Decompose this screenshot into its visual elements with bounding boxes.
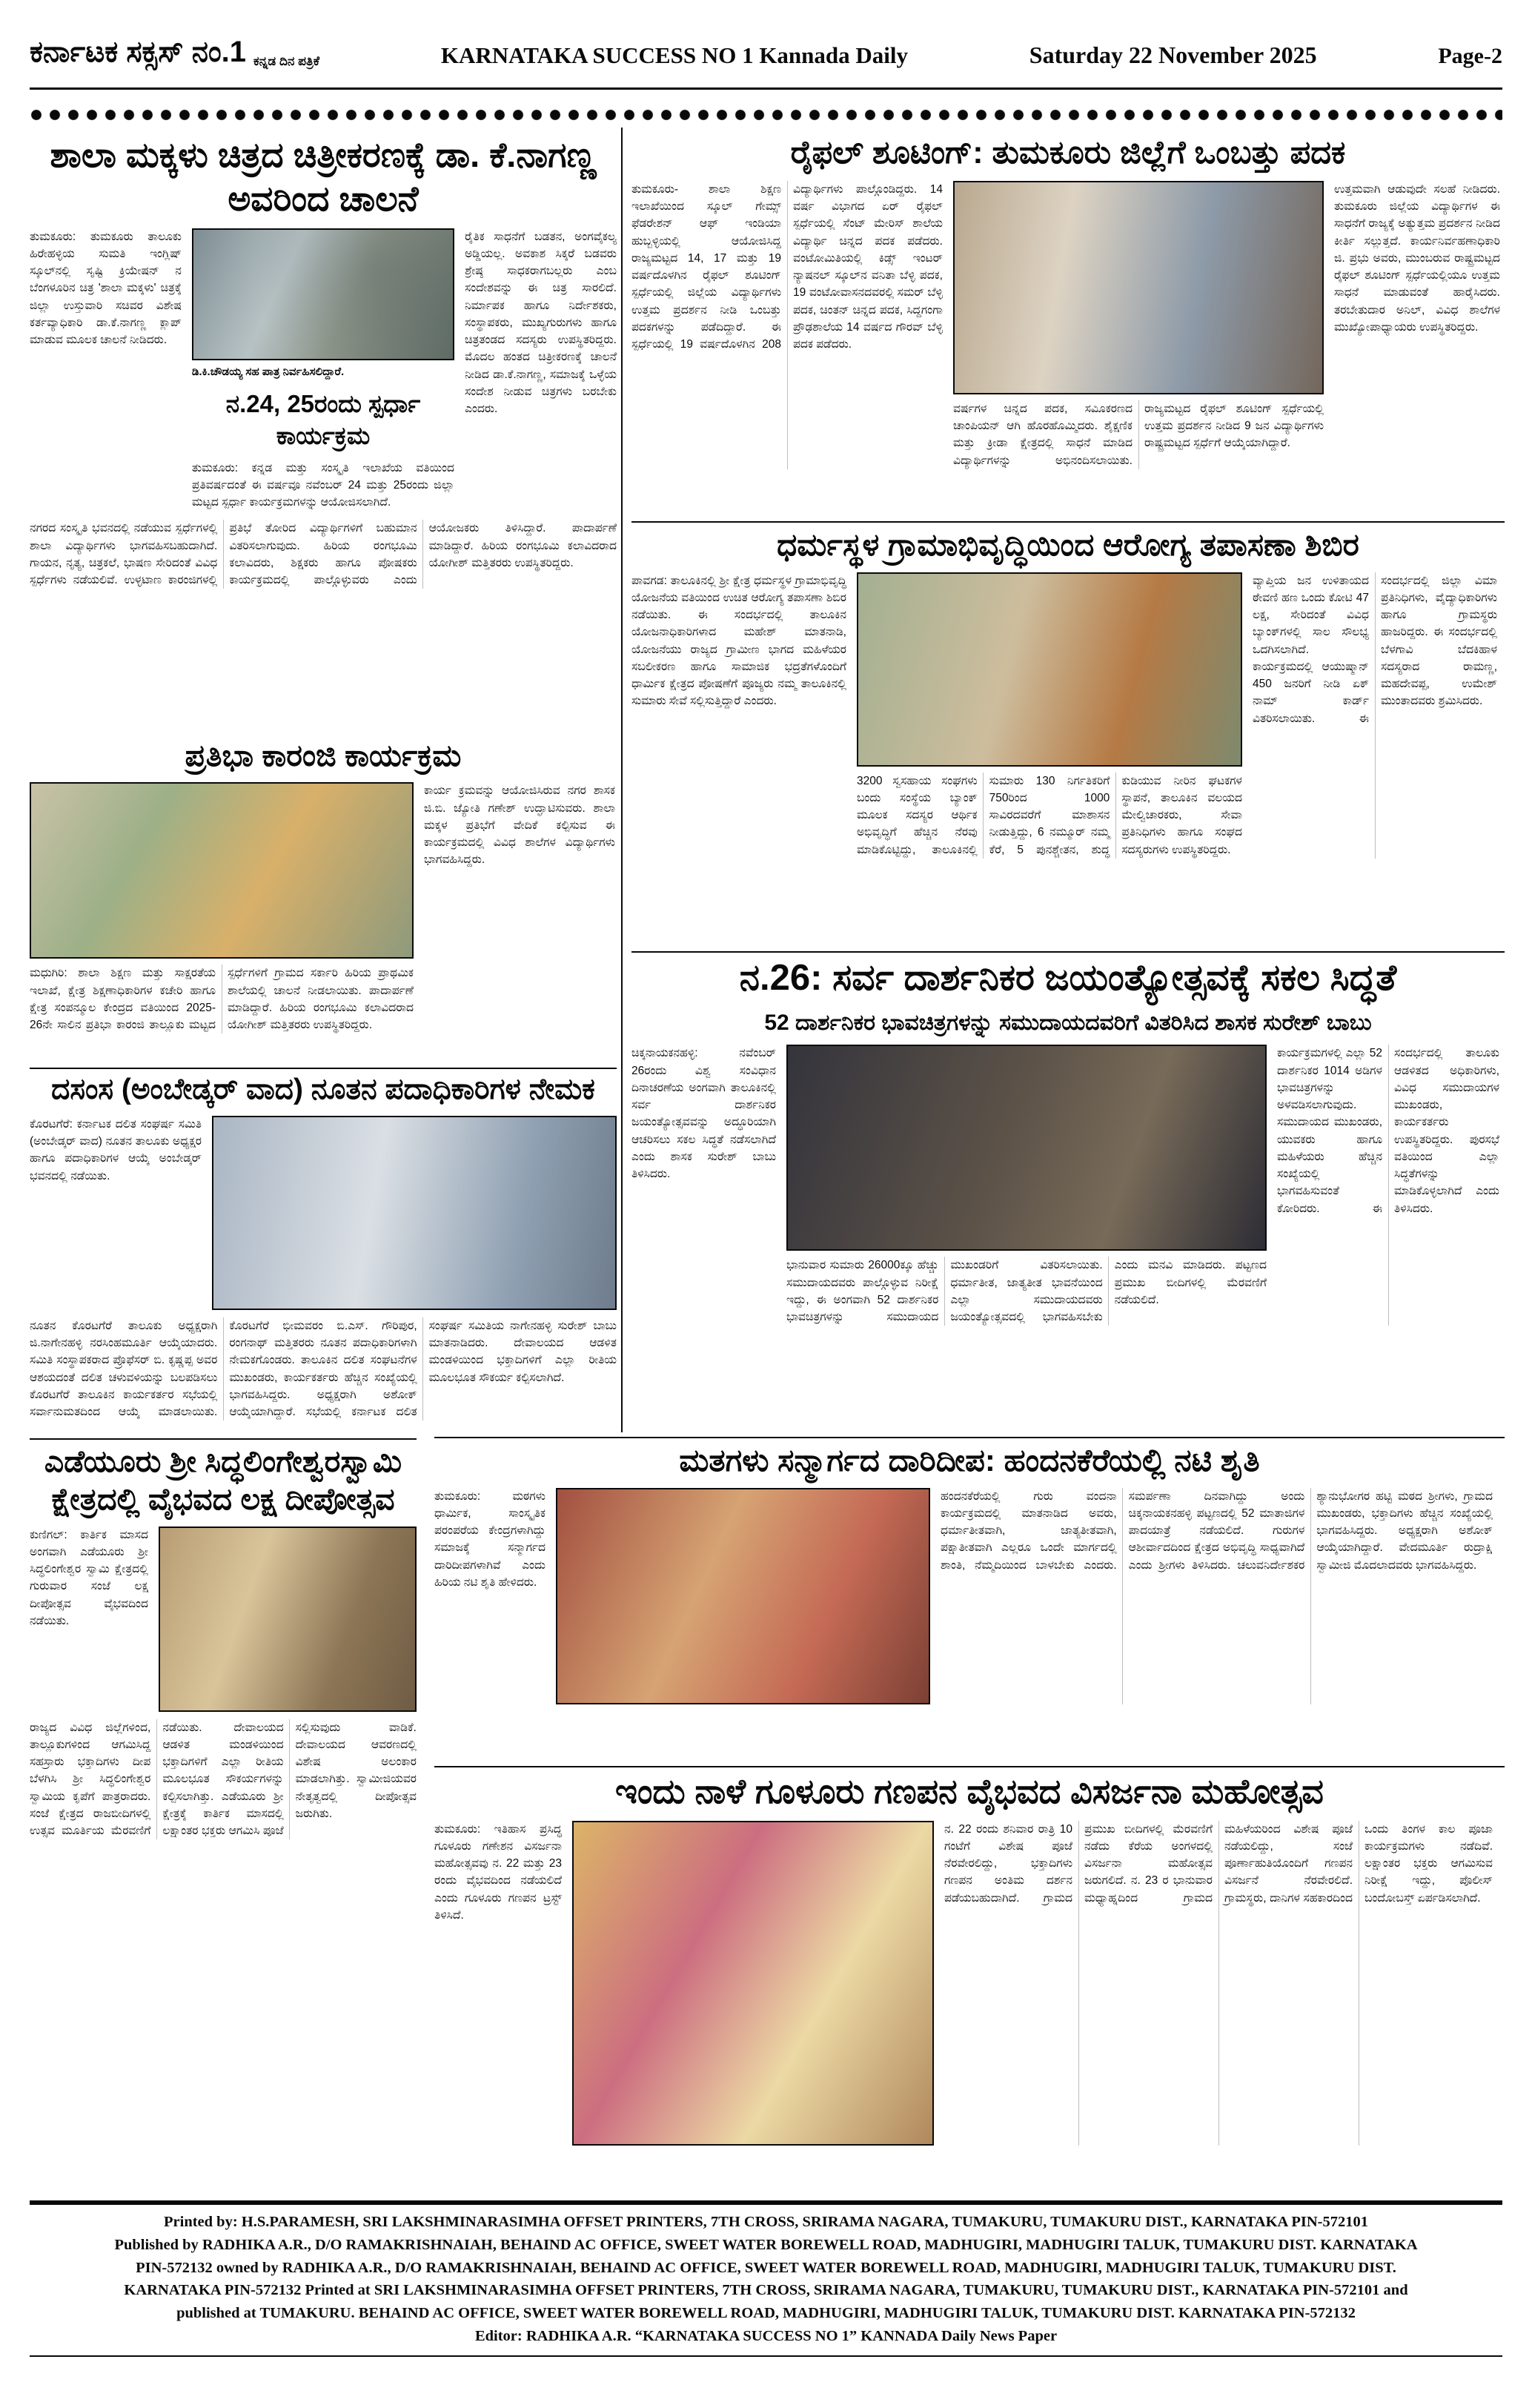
article-headline: ಧರ್ಮಸ್ಥಳ ಗ್ರಾಮಾಭಿವೃದ್ಧಿಯಿಂದ ಆರೋಗ್ಯ ತಪಾಸಣಾ ಶಿಬಿರ xyxy=(777,527,1359,562)
imprint-editor-line: Editor: RADHIKA A.R. “KARNATAKA SUCCESS NO 1” KANNADA Daily News Paper xyxy=(474,2327,1058,2344)
page-number: Page-2 xyxy=(1438,44,1502,68)
issue-date: Saturday 22 November 2025 xyxy=(1029,42,1317,68)
paper-kannada-title: ಕರ್ನಾಟಕ ಸಕ್ಸಸ್ ನಂ.1 xyxy=(30,36,247,68)
paper-kannada-subtitle: ಕನ್ನಡ ದಿನ ಪತ್ರಿಕೆ xyxy=(253,54,320,68)
dotted-divider xyxy=(30,108,1502,122)
column-divider xyxy=(621,128,623,1432)
article-gooluru-ganapa xyxy=(434,1766,1505,2196)
photo-caption: ಡಿ.ಕಿ.ಚೌಡಯ್ಯ ಸಹ ಪಾತ್ರ ನಿರ್ವಹಿಸಲಿದ್ದಾರೆ. xyxy=(191,365,345,378)
article-column: ಕಾರ್ಯ ಕ್ರಮವನ್ನು ಆಯೋಜಿಸಿರುವ ನಗರ ಶಾಸಕ ಜಿ.ಬಿ. ಜ್ಯೋತಿ ಗಣೇಶ್ ಉದ್ಘಾಟಿಸುವರು. ಶಾಲಾ ಮಕ್ಕಳ ಪ್ರತಿಭೆಗೆ ವೇದಿಕೆ ಕಲ್ಪಿಸುವ ಈ ಕಾರ್ಯಕ್ರಮದಲ್ಲಿ ವಿವಿಧ ಶಾಲೆಗಳ ವಿದ್ಯಾರ್ಥಿಗಳು ಭಾಗವಹಿಸಿದ್ದರು. xyxy=(424,784,615,867)
article-pratibha-karanji xyxy=(30,734,617,1066)
article-photo xyxy=(572,1821,934,2146)
article-nati-shruthi xyxy=(434,1437,1505,1766)
article-column: ತುಮಕೂರು: ತುಮಕೂರು ತಾಲೂಕು ಹಿರೇಹಳ್ಳಿಯ ಸುಮತಿ ಇಂಗ್ಲಿಷ್ ಸ್ಕೂಲ್‌ನಲ್ಲಿ ಸೃಷ್ಟಿ ಕ್ರಿಯೇಷನ್ ನ ಬೆಂಗಳೂರಿನ ಚಿತ್ರ 'ಶಾಲಾ ಮಕ್ಕಳು' ಚಿತ್ರಕ್ಕೆ ಜಿಲ್ಲಾ ಉಸ್ತುವಾರಿ ಸಚಿವರ ವಿಶೇಷ ಕರ್ತವ್ಯಾಧಿಕಾರಿ ಡಾ.ಕೆ.ನಾಗಣ್ಣ ಕ್ಲಾಪ್ ಮಾಡುವ ಮೂಲಕ ಚಾಲನೆ ನೀಡಿದರು. xyxy=(30,230,182,346)
imprint-line: Printed by: H.S.PARAMESH, SRI LAKSHMINARASIMHA OFFSET PRINTERS, 7TH CROSS, SRIRAMA NAGARA, TUMAKURU, TUMAKURU DIST., KARNATAKA PIN-572101 xyxy=(164,2214,1368,2230)
article-column: ತುಮಕೂರು: ಮಠಗಳು ಧಾರ್ಮಿಕ, ಸಾಂಸ್ಕೃತಿಕ ಪರಂಪರೆಯ ಕೇಂದ್ರಗಳಾಗಿದ್ದು ಸಮಾಜಕ್ಕೆ ಸನ್ಮಾರ್ಗದ ದಾರಿದೀಪಗಳಾಗಿವೆ ಎಂದು ಹಿರಿಯ ನಟಿ ಶೃತಿ ಹೇಳಿದರು. xyxy=(434,1489,546,1589)
article-photo xyxy=(556,1488,930,1704)
article-headline: ಪ್ರತಿಭಾ ಕಾರಂಜಿ ಕಾರ್ಯಕ್ರಮ xyxy=(185,738,462,773)
article-subheadline: ನ.24, 25ರಂದು ಸ್ಪರ್ಧಾ ಕಾರ್ಯಕ್ರಮ xyxy=(225,389,421,449)
article-photo xyxy=(212,1116,617,1310)
article-column: ಚಿಕ್ಕನಾಯಕನಹಳ್ಳಿ: ನವೆಂಬರ್ 26ರಂದು ವಿಶ್ವ ಸಂವಿಧಾನ ದಿನಾಚರಣೆಯ ಅಂಗವಾಗಿ ತಾಲೂಕಿನಲ್ಲಿ ಸರ್ವ ದಾರ್ಶನಿಕರ ಜಯಂತ್ಯೋತ್ಸವವನ್ನು ಅದ್ಧೂರಿಯಾಗಿ ಆಚರಿಸಲು ಸಕಲ ಸಿದ್ಧತೆ ನಡೆಸಲಾಗಿದೆ ಎಂದು ಶಾಸಕ ಸುರೇಶ್ ಬಾಬು ತಿಳಿಸಿದರು. xyxy=(631,1047,776,1180)
paper-english-title: KARNATAKA SUCCESS NO 1 Kannada Daily xyxy=(440,42,909,68)
article-column: ರೈತಿಕ ಸಾಧನೆಗೆ ಬಡತನ, ಅಂಗವೈಕಲ್ಯ ಅಡ್ಡಿಯಲ್ಲ. ಅವಕಾಶ ಸಿಕ್ಕರೆ ಬಡವರು ಶ್ರೇಷ್ಠ ಸಾಧಕರಾಗಬಲ್ಲರು ಎಂಬ ಸಂದೇಶವನ್ನು ಈ ಚಿತ್ರ ಸಾರಲಿದೆ. ನಿರ್ಮಾಪಕ ಹಾಗೂ ನಿರ್ದೇಶಕರು, ಸಂಸ್ಥಾಪಕರು, ಮುಖ್ಯಗುರುಗಳು ಹಾಗೂ ಚಿತ್ರತಂಡದ ಸದಸ್ಯರು ಉಪಸ್ಥಿತರಿದ್ದರು. ಮೊದಲ ಹಂತದ ಚಿತ್ರೀಕರಣಕ್ಕೆ ಚಾಲನೆ ನೀಡಿದ ಡಾ.ಕೆ.ನಾಗಣ್ಣ, ಸಮಾಜಕ್ಕೆ ಒಳ್ಳೆಯ ಸಂದೇಶ ನೀಡುವ ಚಿತ್ರಗಳು ಬರಬೇಕು ಎಂದರು. xyxy=(465,230,617,415)
article-headline: ಎಡೆಯೂರು ಶ್ರೀ ಸಿದ್ಧಲಿಂಗೇಶ್ವರಸ್ವಾಮಿ ಕ್ಷೇತ್ರದಲ್ಲಿ ವೈಭವದ ಲಕ್ಷ ದೀಪೋತ್ಸವ xyxy=(44,1444,402,1517)
article-column: ಉತ್ತಮವಾಗಿ ಆಡುವುದೇ ಸಲಹೆ ನೀಡಿದರು. ತುಮಕೂರು ಜಿಲ್ಲೆಯ ವಿದ್ಯಾರ್ಥಿಗಳ ಈ ಸಾಧನೆಗೆ ರಾಜ್ಯಕ್ಕೆ ಅತ್ಯುತ್ತಮ ಪ್ರದರ್ಶನ ನೀಡಿದ ಕೀರ್ತಿ ಸಲ್ಲುತ್ತದೆ. ಕಾರ್ಯನಿರ್ವಹಣಾಧಿಕಾರಿ ಜಿ. ಪ್ರಭು ಅವರು, ಮುಂಬರುವ ರಾಷ್ಟ್ರಮಟ್ಟದ ರೈಫಲ್ ಶೂಟಿಂಗ್ ಸ್ಪರ್ಧೆಯಲ್ಲಿಯೂ ಉತ್ತಮ ಸಾಧನೆ ಮಾಡುವಂತೆ ಹಾರೈಸಿದರು. ತರಬೇತುದಾರ ಅನಿಲ್, ವಿವಿಧ ಶಾಲೆಗಳ ಮುಖ್ಯೋಪಾಧ್ಯಾಯರು ಉಪಸ್ಥಿತರಿದ್ದರು. xyxy=(1334,182,1500,334)
article-column: ನ. 22 ರಂದು ಶನಿವಾರ ರಾತ್ರಿ 10 ಗಂಟೆಗೆ ವಿಶೇಷ ಪೂಜೆ ನೆರವೇರಲಿದ್ದು, ಭಕ್ತಾದಿಗಳು ಗಣಪನ ಅಂತಿಮ ದರ್ಶನ ಪಡೆಯಬಹುದಾಗಿದೆ. ಗ್ರಾಮದ ಪ್ರಮುಖ ಬೀದಿಗಳಲ್ಲಿ ಮೆರವಣಿಗೆ ನಡೆದು ಕೆರೆಯ ಅಂಗಳದಲ್ಲಿ ವಿಸರ್ಜನಾ ಮಹೋತ್ಸವ ಜರುಗಲಿದೆ. ನ. 23 ರ ಭಾನುವಾರ ಮಧ್ಯಾಹ್ನದಿಂದ ಗ್ರಾಮದ ಮಹಿಳೆಯರಿಂದ ವಿಶೇಷ ಪೂಜೆ ನಡೆಯಲಿದ್ದು, ಸಂಜೆ ಪೂರ್ಣಾಹುತಿಯೊಂದಿಗೆ ಗಣಪನ ವಿಸರ್ಜನೆ ನೆರವೇರಲಿದೆ. ಗ್ರಾಮಸ್ಥರು, ದಾನಿಗಳ ಸಹಕಾರದಿಂದ ಒಂದು ತಿಂಗಳ ಕಾಲ ಪೂಜಾ ಕಾರ್ಯಕ್ರಮಗಳು ನಡೆದಿವೆ. ಲಕ್ಷಾಂತರ ಭಕ್ತರು ಆಗಮಿಸುವ ನಿರೀಕ್ಷೆ ಇದ್ದು, ಪೊಲೀಸ್ ಬಂದೋಬಸ್ತ್ ಏರ್ಪಡಿಸಲಾಗಿದೆ. xyxy=(944,1822,1493,1905)
article-photo xyxy=(192,228,454,360)
article-body: ನೂತನ ಕೊರಟಗೆರೆ ತಾಲೂಕು ಅಧ್ಯಕ್ಷರಾಗಿ ಜಿ.ನಾಗೇನಹಳ್ಳಿ ನರಸಿಂಹಮೂರ್ತಿ ಆಯ್ಕೆಯಾದರು. ಸಮಿತಿ ಸಂಸ್ಥಾಪಕರಾದ ಪ್ರೊಫೆಸರ್ ಬಿ. ಕೃಷ್ಣಪ್ಪ ಅವರ ಆಶಯದಂತೆ ದಲಿತ ಚಳುವಳಿಯನ್ನು ಬಲಪಡಿಸಲು ಕೊರಟಗೆರೆ ತಾಲೂಕಿನ ಕಾರ್ಯಕರ್ತರ ಸಭೆಯಲ್ಲಿ ಸರ್ವಾನುಮತದಿಂದ ಆಯ್ಕೆ ಮಾಡಲಾಯಿತು. ಕೊರಟಗೆರೆ ಭೀಮವರಂ ಬಿ.ಎಸ್. ಗೌರಿಪುರ, ರಂಗನಾಥ್ ಮತ್ತಿತರರು ನೂತನ ಪದಾಧಿಕಾರಿಗಳಾಗಿ ನೇಮಕಗೊಂಡರು. ತಾಲೂಕಿನ ದಲಿತ ಸಂಘಟನೆಗಳ ಮುಖಂಡರು, ಕಾರ್ಯಕರ್ತರು ಹೆಚ್ಚಿನ ಸಂಖ್ಯೆಯಲ್ಲಿ ಭಾಗವಹಿಸಿದ್ದರು. ಅಧ್ಯಕ್ಷರಾಗಿ ಅಶೋಕ್ ಆಯ್ಕೆಯಾಗಿದ್ದಾರೆ. ಸಭೆಯಲ್ಲಿ ಕರ್ನಾಟಕ ದಲಿತ ಸಂಘರ್ಷ ಸಮಿತಿಯ ನಾಗೇನಹಳ್ಳಿ ಸುರೇಶ್ ಬಾಬು ಮಾತನಾಡಿದರು. ದೇವಾಲಯದ ಆಡಳಿತ ಮಂಡಳಿಯಿಂದ ಭಕ್ತಾದಿಗಳಿಗೆ ಎಲ್ಲಾ ರೀತಿಯ ಮೂಲಭೂತ ಸೌಕರ್ಯ ಕಲ್ಪಿಸಲಾಗಿದೆ. xyxy=(30,1319,617,1418)
imprint-line: KARNATAKA PIN-572132 Printed at SRI LAKSHMINARASIMHA OFFSET PRINTERS, 7TH CROSS, SRIRAMA NAGARA, TUMAKURU, TUMAKURU DIST., KARNATAKA PIN-572101 and xyxy=(124,2282,1408,2299)
article-column: ಕುಣಿಗಲ್: ಕಾರ್ತಿಕ ಮಾಸದ ಅಂಗವಾಗಿ ಎಡೆಯೂರು ಶ್ರೀ ಸಿದ್ಧಲಿಂಗೇಶ್ವರ ಸ್ವಾಮಿ ಕ್ಷೇತ್ರದಲ್ಲಿ ಗುರುವಾರ ಸಂಜೆ ಲಕ್ಷ ದೀಪೋತ್ಸವ ವೈಭವದಿಂದ ನಡೆಯಿತು. xyxy=(30,1528,148,1627)
article-column: ತುಮಕೂರು: ಇತಿಹಾಸ ಪ್ರಸಿದ್ಧ ಗೂಳೂರು ಗಣೇಶನ ವಿಸರ್ಜನಾ ಮಹೋತ್ಸವವು ನ. 22 ಮತ್ತು 23 ರಂದು ವೈಭವದಿಂದ ನಡೆಯಲಿದೆ ಎಂದು ಗೂಳೂರು ಗಣಪನ ಟ್ರಸ್ಟ್ ತಿಳಿಸಿದೆ. xyxy=(434,1822,562,1922)
article-photo xyxy=(857,572,1242,767)
article-headline: ಇಂದು ನಾಳೆ ಗೂಳೂರು ಗಣಪನ ವೈಭವದ ವಿಸರ್ಜನಾ ಮಹೋತ್ಸವ xyxy=(615,1772,1324,1810)
article-column: ಭಾನುವಾರ ಸುಮಾರು 26000ಕ್ಕೂ ಹೆಚ್ಚು ಸಮುದಾಯದವರು ಪಾಲ್ಗೊಳ್ಳುವ ನಿರೀಕ್ಷೆ ಇದ್ದು, ಈ ಅಂಗವಾಗಿ 52 ದಾರ್ಶನಿಕರ ಭಾವಚಿತ್ರಗಳನ್ನು ಸಮುದಾಯದ ಮುಖಂಡರಿಗೆ ವಿತರಿಸಲಾಯಿತು. ಧರ್ಮಾತೀತ, ಜಾತ್ಯತೀತ ಭಾವನೆಯಿಂದ ಎಲ್ಲಾ ಸಮುದಾಯದವರು ಜಯಂತ್ಯೋತ್ಸವದಲ್ಲಿ ಭಾಗವಹಿಸಬೇಕು ಎಂದು ಮನವಿ ಮಾಡಿದರು. ಪಟ್ಟಣದ ಪ್ರಮುಖ ಬೀದಿಗಳಲ್ಲಿ ಮೆರವಣಿಗೆ ನಡೆಯಲಿದೆ. xyxy=(786,1259,1267,1323)
imprint-line: Published by RADHIKA A.R., D/O RAMAKRISHNAIAH, BEHAIND AC OFFICE, SWEET WATER BOREWELL ROAD, MADHUGIRI, MADHUGIRI TALUK, TUMAKURU DIST. KARNATAKA xyxy=(114,2236,1418,2253)
article-column: ಕಾರ್ಯಕ್ರಮಗಳಲ್ಲಿ ಎಲ್ಲಾ 52 ದಾರ್ಶನಿಕರ 1014 ಅಡಿಗಳ ಭಾವಚಿತ್ರಗಳನ್ನು ಅಳವಡಿಸಲಾಗುವುದು. ಸಮುದಾಯದ ಮುಖಂಡರು, ಯುವಕರು ಹಾಗೂ ಮಹಿಳೆಯರು ಹೆಚ್ಚಿನ ಸಂಖ್ಯೆಯಲ್ಲಿ ಭಾಗವಹಿಸುವಂತೆ ಕೋರಿದರು. ಈ ಸಂದರ್ಭದಲ್ಲಿ ತಾಲೂಕು ಆಡಳಿತದ ಅಧಿಕಾರಿಗಳು, ವಿವಿಧ ಸಮುದಾಯಗಳ ಮುಖಂಡರು, ಕಾರ್ಯಕರ್ತರು ಉಪಸ್ಥಿತರಿದ್ದರು. ಪುರಸಭೆ ವತಿಯಿಂದ ಎಲ್ಲಾ ಸಿದ್ಧತೆಗಳನ್ನು ಮಾಡಿಕೊಳ್ಳಲಾಗಿದೆ ಎಂದು ತಿಳಿಸಿದರು. xyxy=(1277,1047,1499,1215)
article-photo xyxy=(30,782,414,959)
article-headline: ಶಾಲಾ ಮಕ್ಕಳು ಚಿತ್ರದ ಚಿತ್ರೀಕರಣಕ್ಕೆ ಡಾ. ಕೆ.ನಾಗಣ್ಣ ಅವರಿಂದ ಚಾಲನೆ xyxy=(50,135,597,218)
article-headline: ನ.26: ಸರ್ವ ದಾರ್ಶನಿಕರ ಜಯಂತ್ಯೋತ್ಸವಕ್ಕೆ ಸಕಲ ಸಿದ್ಧತೆ xyxy=(739,958,1397,998)
article-health-camp xyxy=(631,521,1505,951)
article-column: ಮಧುಗಿರಿ: ಶಾಲಾ ಶಿಕ್ಷಣ ಮತ್ತು ಸಾಕ್ಷರತೆಯ ಇಲಾಖೆ, ಕ್ಷೇತ್ರ ಶಿಕ್ಷಣಾಧಿಕಾರಿಗಳ ಕಚೇರಿ ಹಾಗೂ ಕ್ಷೇತ್ರ ಸಂಪನ್ಮೂಲ ಕೇಂದ್ರದ ವತಿಯಿಂದ 2025-26ನೇ ಸಾಲಿನ ಪ್ರತಿಭಾ ಕಾರಂಜಿ ತಾಲ್ಲೂಕು ಮಟ್ಟದ ಸ್ಪರ್ಧೆಗಳಿಗೆ ಗ್ರಾಮದ ಸರ್ಕಾರಿ ಹಿರಿಯ ಪ್ರಾಥಮಿಕ ಶಾಲೆಯಲ್ಲಿ ಚಾಲನೆ ನೀಡಲಾಯಿತು. ಪಾದಾರ್ಪಣೆ ಮಾಡಿದ್ದಾರೆ. ಹಿರಿಯ ರಂಗಭೂಮಿ ಕಲಾವಿದರಾದ ಯೋಗೀಶ್ ಮತ್ತಿತರರು ಉಪಸ್ಥಿತರಿದ್ದರು. xyxy=(30,967,414,1031)
article-column: ತುಮಕೂರು- ಶಾಲಾ ಶಿಕ್ಷಣ ಇಲಾಖೆಯಿಂದ ಸ್ಕೂಲ್ ಗೇಮ್ಸ್ ಫೆಡರೇಶನ್ ಆಫ್ ಇಂಡಿಯಾ ಹುಬ್ಬಳ್ಳಿಯಲ್ಲಿ ಆಯೋಜಿಸಿದ್ದ ರಾಜ್ಯಮಟ್ಟದ 14, 17 ಮತ್ತು 19 ವರ್ಷದೊಳಗಿನ ರೈಫಲ್ ಶೂಟಿಂಗ್ ಸ್ಪರ್ಧೆಯಲ್ಲಿ ಜಿಲ್ಲೆಯ ವಿದ್ಯಾರ್ಥಿಗಳು ಉತ್ತಮ ಪ್ರದರ್ಶನ ನೀಡಿ ಒಂಬತ್ತು ಪದಕಗಳನ್ನು ಪಡೆದಿದ್ದಾರೆ. ಈ ಸ್ಪರ್ಧೆಯಲ್ಲಿ 19 ವರ್ಷದೊಳಗಿನ 208 ವಿದ್ಯಾರ್ಥಿಗಳು ಪಾಲ್ಗೊಂಡಿದ್ದರು. 14 ವರ್ಷ ವಿಭಾಗದ ಏರ್ ರೈಫಲ್ ಸ್ಪರ್ಧೆಯಲ್ಲಿ ಸೆಂಟ್ ಮೇರಿಸ್ ಶಾಲೆಯ ವಿದ್ಯಾರ್ಥಿ ಚಿನ್ನದ ಪದಕ ಪಡೆದರು. ವಂಟೋಮಿತಿಯಲ್ಲಿ ಕಿಡ್ಸ್ ಇಂಟರ್ ನ್ಯಾಷನಲ್ ಸ್ಕೂಲ್‌ನ ವನಿತಾ ಬೆಳ್ಳಿ ಪದಕ, 19 ವಂಟೋವಾಸನದವರಲ್ಲಿ ಸಮರ್ ಬೆಳ್ಳಿ ಪದಕ, ಚಿಂತನ್ ಚಿನ್ನದ ಪದಕ, ಸಿದ್ದಗಂಗಾ ಪ್ರೌಢಶಾಲೆಯ 14 ವರ್ಷದ ಗೌರವ್ ಬೆಳ್ಳಿ ಪದಕ ಪಡೆದರು. xyxy=(631,182,943,351)
article-headline: ದಸಂಸ (ಅಂಬೇಡ್ಕರ್ ವಾದ) ನೂತನ ಪದಾಧಿಕಾರಿಗಳ ನೇಮಕ xyxy=(51,1074,595,1105)
article-school-film xyxy=(30,130,617,731)
article-column: ಕೊರಟಗೆರೆ: ಕರ್ನಾಟಕ ದಲಿತ ಸಂಘರ್ಷ ಸಮಿತಿ (ಅಂಬೇಡ್ಕರ್ ವಾದ) ನೂತನ ತಾಲೂಕು ಅಧ್ಯಕ್ಷರ ಹಾಗೂ ಪದಾಧಿಕಾರಿಗಳ ಆಯ್ಕೆ ಅಂಬೇಡ್ಕರ್ ಭವನದಲ್ಲಿ ನಡೆಯಿತು. xyxy=(30,1117,202,1182)
imprint-line: published at TUMAKURU. BEHAIND AC OFFICE, SWEET WATER BOREWELL ROAD, MADHUGIRI, MADHUGIRI TALUK, TUMAKURU DIST. KARNATAKA PIN-572132 xyxy=(176,2305,1356,2321)
article-rifle-shooting xyxy=(631,130,1505,520)
article-photo xyxy=(786,1045,1267,1251)
article-dasamsa xyxy=(30,1068,617,1438)
article-column: 3200 ಸ್ವಸಹಾಯ ಸಂಘಗಳು ಬಂದು ಸಂಸ್ಥೆಯ ಬ್ಯಾಂಕ್ ಮೂಲಕ ಸದಸ್ಯರ ಆರ್ಥಿಕ ಅಭಿವೃದ್ಧಿಗೆ ಹೆಚ್ಚಿನ ನೆರವು ಮಾಡಿಕೊಟ್ಟಿದ್ದು, ತಾಲೂಕಿನಲ್ಲಿ ಸುಮಾರು 130 ನಿರ್ಗತಿಕರಿಗೆ 750ರಿಂದ 1000 ಸಾವಿರದವರೆಗೆ ಮಾಶಾಸನ ನೀಡುತ್ತಿದ್ದು, 6 ನಮ್ಮೂರ್ ನಮ್ಮ ಕೆರೆ, 5 ಪುನಶ್ಚೇತನ, ಶುದ್ಧ ಕುಡಿಯುವ ನೀರಿನ ಘಟಕಗಳ ಸ್ಥಾಪನೆ, ತಾಲೂಕಿನ ವಲಯದ ಮೇಲ್ವಿಚಾರಕರು, ಸೇವಾ ಪ್ರತಿನಿಧಿಗಳು ಹಾಗೂ ಸಂಘದ ಸದಸ್ಯರುಗಳು ಉಪಸ್ಥಿತರಿದ್ದರು. xyxy=(857,774,1242,856)
article-photo xyxy=(159,1526,417,1712)
article-column: ತುಮಕೂರು: ಕನ್ನಡ ಮತ್ತು ಸಂಸ್ಕೃತಿ ಇಲಾಖೆಯ ವತಿಯಿಂದ ಪ್ರತಿವರ್ಷದಂತೆ ಈ ವರ್ಷವೂ ನವೆಂಬರ್ 24 ಮತ್ತು 25ರಂದು ಜಿಲ್ಲಾ ಮಟ್ಟದ ಸ್ಪರ್ಧಾ ಕಾರ್ಯಕ್ರಮಗಳನ್ನು ಆಯೋಜಿಸಲಾಗಿದೆ. xyxy=(191,461,455,509)
masthead xyxy=(30,36,1502,69)
article-column: ವ್ಯಾಪ್ತಿಯ ಜನ ಉಳಿತಾಯದ ಠೇವಣಿ ಹಣ ಒಂದು ಕೋಟಿ 47 ಲಕ್ಷ, ಸೇರಿದಂತೆ ವಿವಿಧ ಬ್ಯಾಂಕ್‌ಗಳಲ್ಲಿ ಸಾಲ ಸೌಲಭ್ಯ ಒದಗಿಸಲಾಗಿದೆ. ಕಾರ್ಯಕ್ರಮದಲ್ಲಿ ಆಯುಷ್ಮಾನ್ 450 ಜನರಿಗೆ ನೀಡಿ ಏಕ್ ನಾಮ್ ಕಾರ್ಡ್ ವಿತರಿಸಲಾಯಿತು. ಈ ಸಂದರ್ಭದಲ್ಲಿ ಜಿಲ್ಲಾ ವಿಮಾ ಪ್ರತಿನಿಧಿಗಳು, ವೈದ್ಯಾಧಿಕಾರಿಗಳು ಹಾಗೂ ಗ್ರಾಮಸ್ಥರು ಹಾಜರಿದ್ದರು. ಈ ಸಂದರ್ಭದಲ್ಲಿ ಬೆಳಗಾವಿ ಬೆದಕಿಹಾಳ ಸದಸ್ಯರಾದ ರಾಮಣ್ಣ, ಮಹದೇವಪ್ಪ, ಉಮೇಶ್ ಮುಂತಾದವರು ಶ್ರಮಿಸಿದರು. xyxy=(1253,574,1497,725)
imprint-line: PIN-572132 owned by RADHIKA A.R., D/O RAMAKRISHNAIAH, BEHAIND AC OFFICE, SWEET WATER BOREWELL ROAD, MADHUGIRI, MADHUGIRI TALUK, TUMAKURU DIST. xyxy=(136,2259,1396,2276)
article-body: ನಗರದ ಸಂಸ್ಕೃತಿ ಭವನದಲ್ಲಿ ನಡೆಯುವ ಸ್ಪರ್ಧೆಗಳಲ್ಲಿ ಶಾಲಾ ವಿದ್ಯಾರ್ಥಿಗಳು ಭಾಗವಹಿಸಬಹುದಾಗಿದೆ. ಗಾಯನ, ನೃತ್ಯ, ಚಿತ್ರಕಲೆ, ಭಾಷಣ ಸೇರಿದಂತೆ ವಿವಿಧ ಸ್ಪರ್ಧೆಗಳು ನಡೆಯಲಿವೆ. ಉಳ್ಳಟಾಣ ಕಾರಂಜಿಗಳಲ್ಲಿ ಪ್ರತಿಭೆ ತೋರಿದ ವಿದ್ಯಾರ್ಥಿಗಳಿಗೆ ಬಹುಮಾನ ವಿತರಿಸಲಾಗುವುದು. ಹಿರಿಯ ರಂಗಭೂಮಿ ಕಲಾವಿದರು, ಶಿಕ್ಷಕರು ಹಾಗೂ ಪೋಷಕರು ಕಾರ್ಯಕ್ರಮದಲ್ಲಿ ಪಾಲ್ಗೊಳ್ಳುವರು ಎಂದು ಆಯೋಜಕರು ತಿಳಿಸಿದ್ದಾರೆ. ಪಾದಾರ್ಪಣೆ ಮಾಡಿದ್ದಾರೆ. ಹಿರಿಯ ರಂಗಭೂಮಿ ಕಲಾವಿದರಾದ ಯೋಗೀಶ್ ಮತ್ತಿತರರು ಉಪಸ್ಥಿತರಿದ್ದರು. xyxy=(30,522,617,587)
masthead-rule xyxy=(30,87,1502,90)
article-subheadline: 52 ದಾರ್ಶನಿಕರ ಭಾವಚಿತ್ರಗಳನ್ನು ಸಮುದಾಯದವರಿಗೆ ವಿತರಿಸಿದ ಶಾಸಕ ಸುರೇಶ್ ಬಾಬು xyxy=(764,1010,1372,1036)
article-body: ರಾಜ್ಯದ ವಿವಿಧ ಜಿಲ್ಲೆಗಳಿಂದ, ತಾಲ್ಲೂಕುಗಳಿಂದ ಆಗಮಿಸಿದ್ದ ಸಹಸ್ರಾರು ಭಕ್ತಾದಿಗಳು ದೀಪ ಬೆಳಗಿಸಿ ಶ್ರೀ ಸಿದ್ಧಲಿಂಗೇಶ್ವರ ಸ್ವಾಮಿಯ ಕೃಪೆಗೆ ಪಾತ್ರರಾದರು. ಸಂಜೆ ಕ್ಷೇತ್ರದ ರಾಜಬೀದಿಗಳಲ್ಲಿ ಉತ್ಸವ ಮೂರ್ತಿಯ ಮೆರವಣಿಗೆ ನಡೆಯಿತು. ದೇವಾಲಯದ ಆಡಳಿತ ಮಂಡಳಿಯಿಂದ ಭಕ್ತಾದಿಗಳಿಗೆ ಎಲ್ಲಾ ರೀತಿಯ ಮೂಲಭೂತ ಸೌಕರ್ಯಗಳನ್ನು ಕಲ್ಪಿಸಲಾಗಿತ್ತು. ಎಡೆಯೂರು ಶ್ರೀ ಕ್ಷೇತ್ರಕ್ಕೆ ಕಾರ್ತಿಕ ಮಾಸದಲ್ಲಿ ಲಕ್ಷಾಂತರ ಭಕ್ತರು ಆಗಮಿಸಿ ಪೂಜೆ ಸಲ್ಲಿಸುವುದು ವಾಡಿಕೆ. ದೇವಾಲಯದ ಆವರಣದಲ್ಲಿ ವಿಶೇಷ ಅಲಂಕಾರ ಮಾಡಲಾಗಿತ್ತು. ಸ್ವಾಮೀಜಿಯವರ ನೇತೃತ್ವದಲ್ಲಿ ದೀಪೋತ್ಸವ ಜರುಗಿತು. xyxy=(30,1721,417,1837)
imprint-box xyxy=(30,2200,1502,2357)
article-column: ಪಾವಗಡ: ತಾಲೂಕಿನಲ್ಲಿ ಶ್ರೀ ಕ್ಷೇತ್ರ ಧರ್ಮಸ್ಥಳ ಗ್ರಾಮಾಭಿವೃದ್ಧಿ ಯೋಜನೆಯ ವತಿಯಿಂದ ಉಚಿತ ಆರೋಗ್ಯ ತಪಾಸಣಾ ಶಿಬಿರ ನಡೆಯಿತು. ಈ ಸಂದರ್ಭದಲ್ಲಿ ತಾಲೂಕಿನ ಯೋಜನಾಧಿಕಾರಿಗಳಾದ ಮಹೇಶ್ ಮಾತನಾಡಿ, ಯೋಜನೆಯು ರಾಜ್ಯದ ಗ್ರಾಮೀಣ ಭಾಗದ ಮಹಿಳೆಯರ ಸಬಲೀಕರಣ ಹಾಗೂ ಸಾಮಾಜಿಕ ಭದ್ರತೆಗಳೊಂದಿಗೆ ಧಾರ್ಮಿಕ ಕ್ಷೇತ್ರದ ಪೋಷಣೆಗೆ ಪೂಜ್ಯರು ನಮ್ಮ ತಾಲೂಕಿನಲ್ಲಿ ಸುಮಾರು ಸೇವೆ ಸಲ್ಲಿಸುತ್ತಿದ್ದಾರೆ ಎಂದರು. xyxy=(631,574,846,708)
article-headline: ಮತಗಳು ಸನ್ಮಾರ್ಗದ ದಾರಿದೀಪ: ಹಂದನಕೆರೆಯಲ್ಲಿ ನಟಿ ಶೃತಿ xyxy=(679,1443,1260,1478)
article-headline: ರೈಫಲ್ ಶೂಟಿಂಗ್: ತುಮಕೂರು ಜಿಲ್ಲೆಗೆ ಒಂಬತ್ತು ಪದಕ xyxy=(790,135,1346,171)
article-column: ವರ್ಷಗಳ ಚಿನ್ನದ ಪದಕ, ಸವಿೂಕರಣದ ಚಾಂಪಿಯನ್ ಆಗಿ ಹೊರಹೊಮ್ಮಿದರು. ಶೈಕ್ಷಣಿಕ ಮತ್ತು ಕ್ರೀಡಾ ಕ್ಷೇತ್ರದಲ್ಲಿ ಸಾಧನೆ ಮಾಡಿದ ವಿದ್ಯಾರ್ಥಿಗಳನ್ನು ಅಭಿನಂದಿಸಲಾಯಿತು. ರಾಜ್ಯಮಟ್ಟದ ರೈಫಲ್ ಶೂಟಿಂಗ್ ಸ್ಪರ್ಧೆಯಲ್ಲಿ ಉತ್ತಮ ಪ್ರದರ್ಶನ ನೀಡಿದ 9 ಜನ ವಿದ್ಯಾರ್ಥಿಗಳು ರಾಷ್ಟ್ರಮಟ್ಟದ ಸ್ಪರ್ಧೆಗೆ ಆಯ್ಕೆಯಾಗಿದ್ದಾರೆ. xyxy=(953,402,1324,467)
article-jayanthyotsava xyxy=(631,951,1505,1435)
article-deepotsava xyxy=(30,1438,417,2197)
article-column: ಹಂದನಕೆರೆಯಲ್ಲಿ ಗುರು ವಂದನಾ ಕಾರ್ಯಕ್ರಮದಲ್ಲಿ ಮಾತನಾಡಿದ ಅವರು, ಧರ್ಮಾತೀತವಾಗಿ, ಜಾತ್ಯತೀತವಾಗಿ, ಪಕ್ಷಾತೀತವಾಗಿ ಎಲ್ಲರೂ ಒಂದೇ ಮಾರ್ಗದಲ್ಲಿ ಶಾಂತಿ, ನೆಮ್ಮದಿಯಿಂದ ಬಾಳಬೇಕು ಎಂದರು. ಸಮರ್ಪಣಾ ದಿನವಾಗಿದ್ದು ಅಂದು ಚಿಕ್ಕನಾಯಕನಹಳ್ಳಿ ಪಟ್ಟಣದಲ್ಲಿ 52 ಮಾತಾಜಿಗಳ ಪಾದಯಾತ್ರೆ ನಡೆಯಲಿದೆ. ಗುರುಗಳ ಆಶೀರ್ವಾದದಿಂದ ಕ್ಷೇತ್ರದ ಅಭಿವೃದ್ಧಿ ಸಾಧ್ಯವಾಗಿದೆ ಎಂದು ಶ್ರೀಗಳು ತಿಳಿಸಿದರು. ಚಲುವನಿರ್ದೇಶಕರ ಶ್ಯಾನುಭೋಗರ ಹಟ್ಟಿ ಮಠದ ಶ್ರೀಗಳು, ಗ್ರಾಮದ ಮುಖಂಡರು, ಭಕ್ತಾದಿಗಳು ಹೆಚ್ಚಿನ ಸಂಖ್ಯೆಯಲ್ಲಿ ಭಾಗವಹಿಸಿದ್ದರು. ಅಧ್ಯಕ್ಷರಾಗಿ ಅಶೋಕ್ ಆಯ್ಕೆಯಾಗಿದ್ದಾರೆ. ವೇದಮೂರ್ತಿ ರುದ್ರಾಕ್ಷಿ ಸ್ವಾಮೀಜಿ ಮೊದಲಾದವರು ಭಾಗವಹಿಸಿದ್ದರು. xyxy=(941,1489,1493,1572)
article-photo xyxy=(953,181,1324,394)
